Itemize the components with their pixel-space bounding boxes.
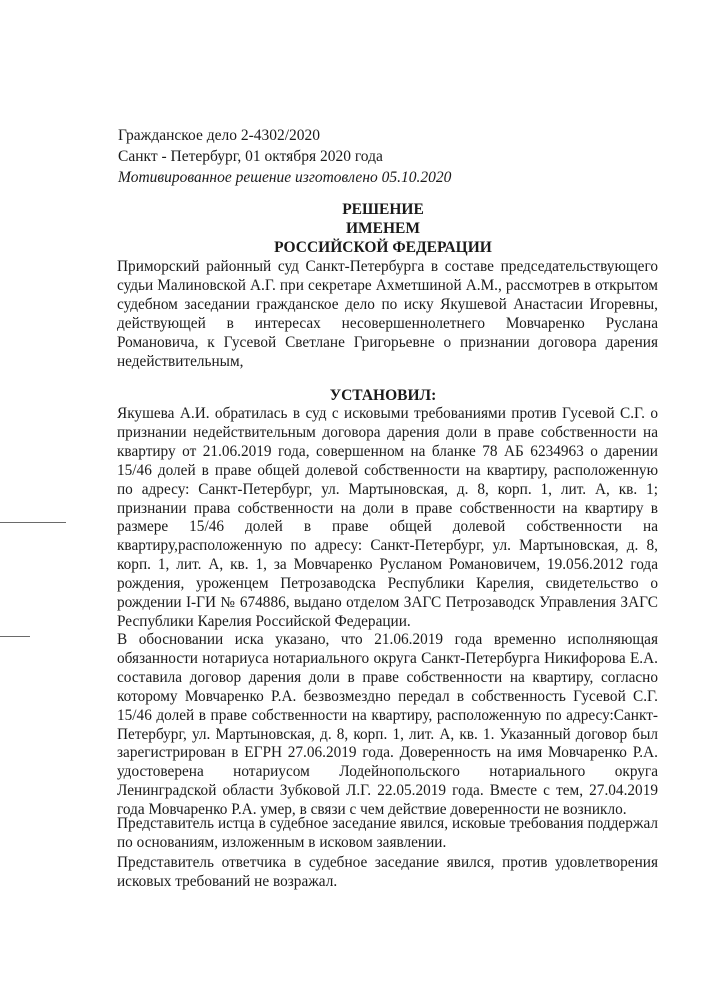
paragraph-claim bbox=[117, 405, 658, 632]
scan-edge-mark bbox=[0, 636, 30, 637]
paragraph-text: В обосновании иска указано, что 21.06.2019 года временно исполняющая обязанности нотариуса нотариального округа Санкт-Петербурга Никифорова Е.А. составила договор дарения доли в праве собственности на квартиру, согласно которому Мовчаренко Р.А. безвозмездно передал в собственность Гусевой С.Г. 15/46 долей в праве собственности на квартиру, расположенную по адресу:Санкт-Петербург, ул. Мартыновская, д. 8, корп. 1, лит. А, кв. 1. Указанный договор был зарегистрирован в ЕГРН 27.06.2019 года. Доверенность на имя Мовчаренко Р.А. удостоверена нотариусом Лодейнопольского нотариального округа Ленинградской области Зубковой Л.Г. 22.05.2019 года. Вместе с тем, 27.04.2019 года Мовчаренко Р.А. умер, в связи с чем действие доверенности не возникло. bbox=[117, 631, 658, 819]
document-title-decision: РЕШЕНИЕ bbox=[342, 201, 424, 218]
paragraph-defendant-rep bbox=[117, 854, 658, 892]
paragraph-text: Якушева А.И. обратилась в суд с исковыми требованиями против Гусевой С.Г. о признании недействительным договора дарения доли в праве собственности на квартиру от 21.06.2019 года, совершенном на бланке 78 АБ 6234963 о дарении 15/46 долей в праве общей долевой собственности на квартиру, расположенную по адресу: Санкт-Петербург, ул. Мартыновская, д. 8, корп. 1, лит. А, кв. 1; признании права собственности на доли в праве собственности на квартиру в размере 15/46 долей в праве общей долевой собственности на квартиру,расположенную по адресу: Санкт-Петербург, ул. Мартыновская, д. 8, корп. 1, лит. А, кв. 1, за Мовчаренко Русланом Романовичем, 19.056.2012 года рождения, уроженцем Петрозаводска Республики Карелия, свидетельство о рождении I-ГИ № 674886, выдано отделом ЗАГС Петрозаводск Управления ЗАГС Республики Карелия Российской Федерации. bbox=[117, 405, 658, 630]
case-number: Гражданское дело 2-4302/2020 bbox=[118, 127, 321, 144]
place-date: Санкт - Петербург, 01 октября 2020 года bbox=[118, 148, 383, 165]
scan-edge-mark bbox=[0, 522, 66, 523]
paragraph-text: Представитель истца в судебное заседание явился, исковые требования поддержал по основаниям, изложенным в исковом заявлении. bbox=[117, 815, 658, 851]
intro-paragraph bbox=[117, 258, 658, 371]
document-header bbox=[118, 125, 451, 188]
document-title-in-the-name: ИМЕНЕМ bbox=[345, 220, 421, 237]
paragraph-text: Представитель ответчика в судебное заседание явился, против удовлетворения исковых требований не возражал. bbox=[117, 854, 658, 890]
paragraph-grounds bbox=[117, 631, 658, 820]
paragraph-plaintiff-rep bbox=[117, 815, 658, 853]
document-title-russian-federation: РОССИЙСКОЙ ФЕДЕРАЦИИ bbox=[274, 239, 492, 256]
section-heading: УСТАНОВИЛ: bbox=[329, 387, 437, 404]
motivated-decision-date: Мотивированное решение изготовлено 05.10.2020 bbox=[118, 169, 452, 186]
intro-text: Приморский районный суд Санкт-Петербурга в составе председательствующего судьи Малиновской А.Г. при секретаре Ахметшиной А.М., рассмотрев в открытом судебном заседании гражданское дело по иску Якушевой Анастасии Игоревны, действующей в интересах несовершеннолетнего Мовчаренко Руслана Романовича, к Гусевой Светлане Григорьевне о признании договора дарения недействительным, bbox=[117, 258, 658, 370]
